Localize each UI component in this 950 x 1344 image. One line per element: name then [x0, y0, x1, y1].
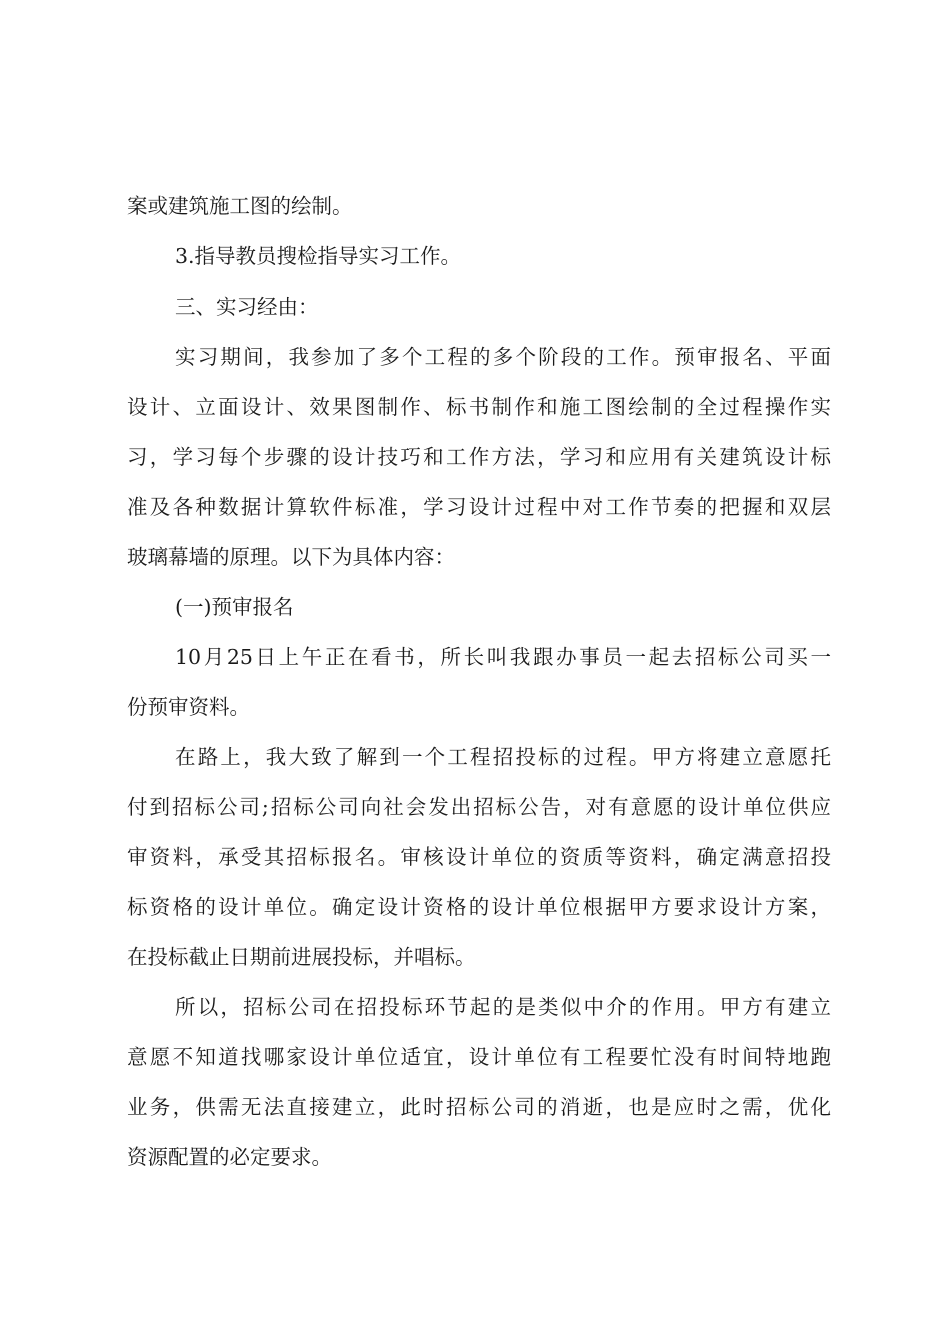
text-line: 准及各种数据计算软件标准，学习设计过程中对工作节奏的把握和双层 [127, 495, 831, 519]
section-heading: 三、实习经由： [175, 295, 319, 319]
text-line: 设计、立面设计、效果图制作、标书制作和施工图绘制的全过程操作实 [127, 395, 831, 419]
text-line: 实习期间，我参加了多个工程的多个阶段的工作。预审报名、平面 [175, 345, 831, 369]
text-line: 资源配置的必定要求。 [127, 1145, 332, 1169]
text-line: 标资格的设计单位。确定设计资格的设计单位根据甲方要求设计方案， [127, 895, 831, 919]
text-line: 份预审资料。 [127, 695, 250, 719]
text-line: 10月25日上午正在看书，所长叫我跟办事员一起去招标公司买一 [175, 645, 831, 669]
text-line: 审资料，承受其招标报名。审核设计单位的资质等资料，确定满意招投 [127, 845, 831, 869]
text-line: 在投标截止日期前进展投标，并唱标。 [127, 945, 476, 969]
text-line: 玻璃幕墙的原理。以下为具体内容： [127, 545, 455, 569]
text-line: 案或建筑施工图的绘制。 [127, 194, 353, 218]
text-line: 在路上，我大致了解到一个工程招投标的过程。甲方将建立意愿托 [175, 745, 831, 769]
text-line: 3.指导教员搜检指导实习工作。 [175, 244, 462, 268]
text-line: 业务，供需无法直接建立，此时招标公司的消逝，也是应时之需，优化 [127, 1095, 831, 1119]
text-line: 意愿不知道找哪家设计单位适宜，设计单位有工程要忙没有时间特地跑 [127, 1045, 831, 1069]
subsection-heading: (一)预审报名 [175, 595, 294, 619]
text-line: 付到招标公司;招标公司向社会发出招标公告，对有意愿的设计单位供应 [127, 795, 831, 819]
text-line: 所以，招标公司在招投标环节起的是类似中介的作用。甲方有建立 [175, 995, 831, 1019]
text-line: 习，学习每个步骤的设计技巧和工作方法，学习和应用有关建筑设计标 [127, 445, 831, 469]
